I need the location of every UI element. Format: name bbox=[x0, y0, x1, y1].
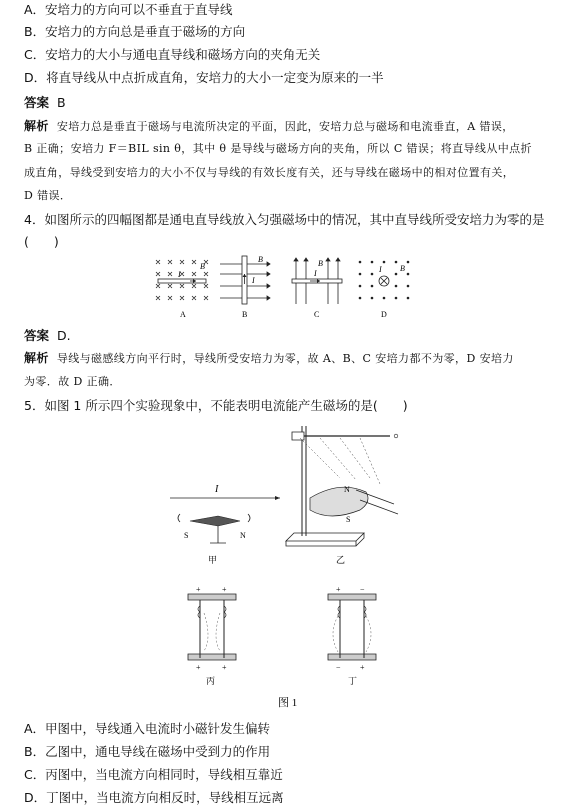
q3-option-d: D．将直导线从中点折成直角，安培力的大小一定变为原来的一半 bbox=[24, 70, 384, 85]
figure-label-ding: 丁 bbox=[348, 676, 358, 686]
figure-bing bbox=[188, 585, 236, 686]
answer-value: B bbox=[57, 95, 66, 110]
field-label: B bbox=[258, 255, 263, 264]
q3-answer bbox=[24, 95, 66, 111]
figure-jia bbox=[170, 484, 280, 565]
q4-answer bbox=[24, 328, 71, 344]
figure-caption: 图 1 bbox=[278, 697, 298, 708]
figure-label-bing: 丙 bbox=[206, 676, 216, 686]
q5-option-c: C．丙图中，当电流方向相同时，导线相互靠近 bbox=[24, 767, 283, 782]
figure-label-b: B bbox=[242, 310, 248, 319]
figure-label-yi: 乙 bbox=[336, 555, 346, 565]
figure-label-jia: 甲 bbox=[208, 555, 218, 565]
explain-text: 导线与磁感线方向平行时，导线所受安培力为零，故 A、B、C 安培力都不为零，D 安培力 bbox=[56, 352, 514, 365]
explain-label: 解析 bbox=[24, 351, 49, 365]
svg-text:−: − bbox=[360, 585, 365, 594]
q5-stem: 5．如图 1 所示四个实验现象中，不能表明电流能产生磁场的是( ) bbox=[24, 398, 408, 413]
q4-stem-line-1: 4．如图所示的四幅图都是通电直导线放入匀强磁场中的情况，其中直导线所受安培力为零的是 bbox=[24, 212, 545, 227]
answer-value: D. bbox=[57, 328, 71, 343]
q5-option-b: B．乙图中，通电导线在磁场中受到力的作用 bbox=[24, 744, 271, 759]
q5-option-a: A．甲图中，导线通入电流时小磁针发生偏转 bbox=[24, 721, 271, 736]
pole-north: N bbox=[240, 531, 246, 540]
explain-label: 解析 bbox=[24, 119, 49, 133]
figure-c bbox=[292, 258, 342, 319]
q4-explain-line-1 bbox=[24, 351, 514, 366]
current-label: I bbox=[314, 269, 317, 278]
svg-text:+: + bbox=[360, 663, 365, 672]
q3-option-c: C．安培力的大小与通电直导线和磁场方向的夹角无关 bbox=[24, 47, 321, 62]
answer-label: 答案 bbox=[24, 95, 50, 110]
svg-text:+: + bbox=[196, 663, 201, 672]
figure-label-c: C bbox=[314, 310, 320, 319]
q4-figure bbox=[150, 254, 410, 320]
q3-explain-line-2: B 正确；安培力 F＝BIL sin θ，其中 θ 是导线与磁场方向的夹角，所以 C 错误；将直导线从中点折 bbox=[24, 142, 532, 155]
q3-explain-line-3: 成直角，导线受到安培力的大小不仅与导线的有效长度有关，还与导线在磁场中的相对位置有关， bbox=[24, 166, 515, 179]
field-label: B bbox=[318, 259, 323, 268]
figure-label-a: A bbox=[180, 310, 186, 319]
pole-north: N bbox=[344, 485, 350, 494]
svg-text:+: + bbox=[222, 585, 227, 594]
current-label: I bbox=[252, 276, 255, 285]
q4-explain-line-2: 为零．故 D 正确． bbox=[24, 375, 121, 388]
figure-ding bbox=[328, 585, 376, 686]
figure-a bbox=[156, 260, 208, 319]
q4-stem-line-2: ( ) bbox=[24, 234, 59, 249]
q3-explain-line-1 bbox=[24, 119, 514, 134]
svg-text:+: + bbox=[336, 585, 341, 594]
svg-text:−: − bbox=[336, 663, 341, 672]
q5-option-d: D．丁图中，当电流方向相反时，导线相互远离 bbox=[24, 790, 284, 805]
field-label: B bbox=[400, 264, 405, 273]
current-label: I bbox=[379, 265, 382, 274]
q3-option-b: B．安培力的方向总是垂直于磁场的方向 bbox=[24, 24, 246, 39]
answer-label: 答案 bbox=[24, 328, 50, 343]
svg-text:+: + bbox=[196, 585, 201, 594]
pole-south: S bbox=[346, 515, 351, 524]
q3-option-a: A．安培力的方向可以不垂直于直导线 bbox=[24, 2, 233, 17]
current-label: I bbox=[215, 484, 219, 495]
current-label: I bbox=[178, 270, 181, 279]
figure-yi bbox=[286, 426, 398, 565]
figure-d bbox=[359, 261, 410, 319]
q5-figure bbox=[160, 418, 410, 708]
q3-explain-line-4: D 错误． bbox=[24, 189, 72, 202]
figure-label-d: D bbox=[381, 310, 387, 319]
svg-text:+: + bbox=[222, 663, 227, 672]
figure-b bbox=[220, 255, 270, 319]
explain-text: 安培力总是垂直于磁场与电流所决定的平面，因此，安培力总与磁场和电流垂直，A 错误， bbox=[56, 120, 514, 133]
pole-south: S bbox=[184, 531, 189, 540]
field-label: B bbox=[200, 262, 205, 271]
